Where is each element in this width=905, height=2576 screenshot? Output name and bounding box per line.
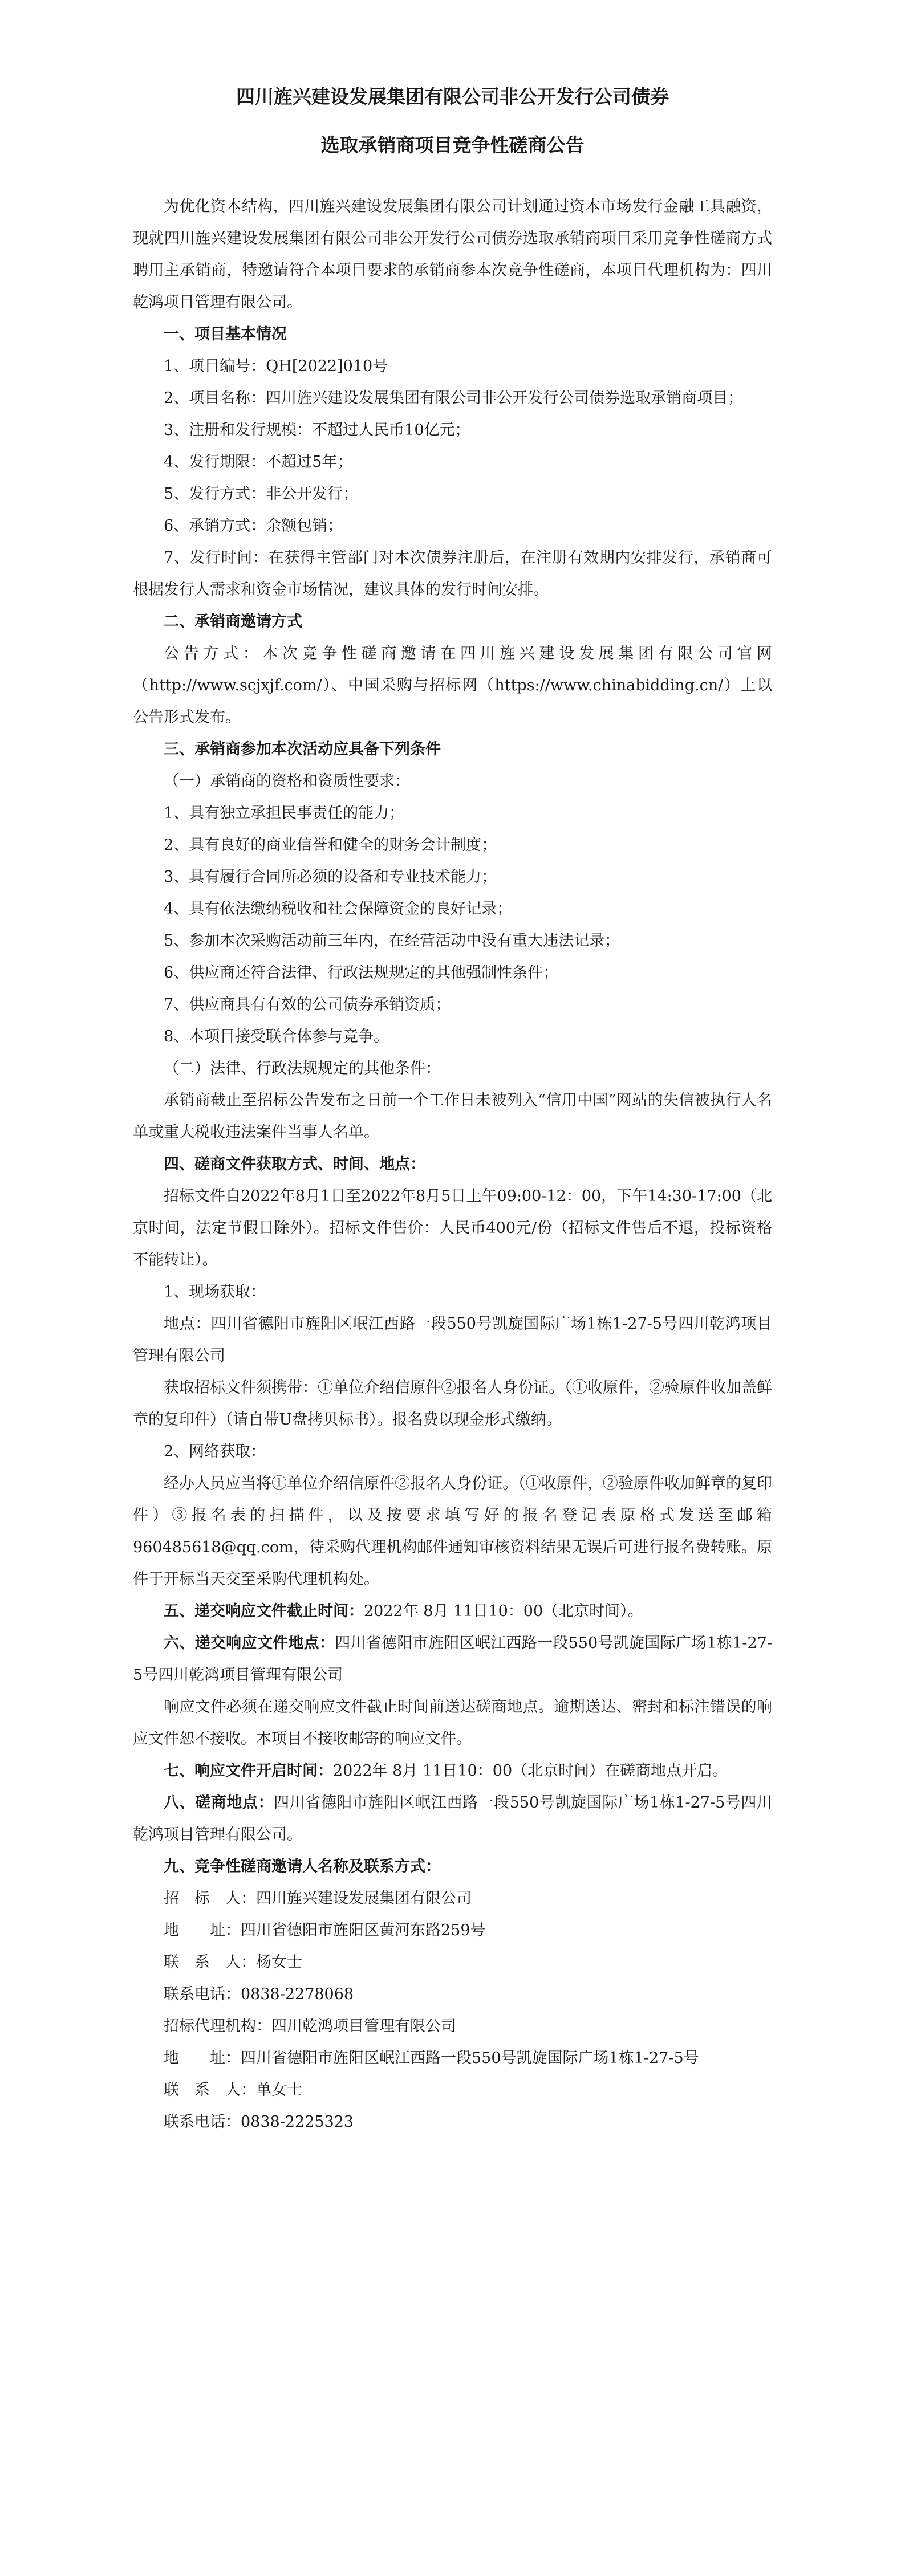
onsite-title: 1、现场获取： bbox=[164, 1283, 266, 1301]
project-number: 1、项目编号：QH[2022]010号 bbox=[164, 357, 388, 375]
other-conditions-subheading: （二）法律、行政法规规定的其他条件： bbox=[164, 1060, 441, 1077]
agency-address: 地 址：四川省德阳市旌阳区岷江西路一段550号凯旋国际广场1栋1-27-5号 bbox=[164, 2049, 699, 2067]
section-4-heading: 四、磋商文件获取方式、时间、地点： bbox=[164, 1155, 425, 1173]
consultation-location bbox=[133, 1787, 772, 1851]
qualification-item: 5、参加本次采购活动前三年内，在经营活动中没有重大违法记录； bbox=[164, 932, 620, 950]
issue-method: 5、发行方式：非公开发行； bbox=[164, 485, 359, 503]
title-line-2: 选取承销商项目竞争性磋商公告 bbox=[320, 134, 585, 156]
issue-scale: 3、注册和发行规模：不超过人民币10亿元； bbox=[164, 421, 470, 439]
qualification-item: 7、供应商具有有效的公司债券承销资质； bbox=[164, 996, 451, 1014]
submission-deadline-value: 2022年 8月 11日10：00（北京时间）。 bbox=[364, 1602, 643, 1620]
tenderer-address: 地 址：四川省德阳市旌阳区黄河东路259号 bbox=[164, 1922, 486, 1939]
submission-note: 响应文件必须在递交响应文件截止时间前送达磋商地点。逾期送达、密封和标注错误的响应文件恕不接收。本项目不接收邮寄的响应文件。 bbox=[133, 1698, 772, 1748]
qualification-item: 3、具有履行合同所必须的设备和专业技术能力； bbox=[164, 868, 497, 886]
tenderer: 招 标 人：四川旌兴建设发展集团有限公司 bbox=[164, 1890, 472, 1907]
qualification-item: 6、供应商还符合法律、行政法规规定的其他强制性条件； bbox=[164, 964, 559, 982]
qualification-item: 2、具有良好的商业信誉和健全的财务会计制度； bbox=[164, 836, 497, 854]
submission-deadline-label: 五、递交响应文件截止时间： bbox=[164, 1602, 364, 1620]
credit-condition: 承销商截止至招标公告发布之日前一个工作日未被列入“信用中国”网站的失信被执行人名单或重大税收违法案件当事人名单。 bbox=[133, 1092, 772, 1141]
qualification-subheading: （一）承销商的资格和资质性要求： bbox=[164, 772, 410, 790]
consultation-location-label: 八、磋商地点： bbox=[164, 1794, 274, 1812]
online-instructions: 经办人员应当将①单位介绍信原件②报名人身份证。（①收原件，②验原件收加鲜章的复印件）③报名表的扫描件，以及按要求填写好的报名登记表原格式发送至邮箱960485618@qq.com，待采购代理机构邮件通知审核资料结果无误后可进行报名费转账。原件于开标当天交至采购代理机构处。 bbox=[133, 1475, 772, 1588]
onsite-address: 地点：四川省德阳市旌阳区岷江西路一段550号凯旋国际广场1栋1-27-5号四川乾鸿项目管理有限公司 bbox=[133, 1315, 772, 1365]
agency-contact: 联 系 人：单女士 bbox=[164, 2081, 302, 2099]
section-9-heading: 九、竞争性磋商邀请人名称及联系方式： bbox=[164, 1858, 441, 1875]
submission-location-label: 六、递交响应文件地点： bbox=[164, 1634, 335, 1652]
announcement-method: 公告方式：本次竞争性磋商邀请在四川旌兴建设发展集团有限公司官网（http://www.scjxjf.com/）、中国采购与招标网（https://www.chinabidding.cn/）上以公告形式发布。 bbox=[133, 645, 772, 726]
agency: 招标代理机构：四川乾鸿项目管理有限公司 bbox=[164, 2017, 456, 2035]
submission-location bbox=[133, 1627, 772, 1691]
onsite-documents: 获取招标文件须携带：①单位介绍信原件②报名人身份证。（①收原件，②验原件收加盖鲜章的复印件）（请自带U盘拷贝标书）。报名费以现金形式缴纳。 bbox=[133, 1379, 772, 1429]
qualification-item: 4、具有依法缴纳税收和社会保障资金的良好记录； bbox=[164, 900, 513, 918]
opening-time-label: 七、响应文件开启时间： bbox=[164, 1762, 333, 1780]
opening-time-value: 2022年 8月 11日10：00（北京时间）在磋商地点开启。 bbox=[333, 1762, 728, 1780]
document-sale-time: 招标文件自2022年8月1日至2022年8月5日上午09:00-12：00，下午14:30-17:00（北京时间，法定节假日除外）。招标文件售价：人民币400元/份（招标文件售后不退，投标资格不能转让）。 bbox=[133, 1187, 772, 1269]
online-title: 2、网络获取： bbox=[164, 1443, 266, 1460]
qualification-item: 1、具有独立承担民事责任的能力； bbox=[164, 804, 405, 822]
opening-time bbox=[133, 1755, 772, 1787]
project-name: 2、项目名称：四川旌兴建设发展集团有限公司非公开发行公司债券选取承销商项目； bbox=[164, 389, 744, 407]
section-1-heading: 一、项目基本情况 bbox=[164, 325, 287, 343]
section-2-heading: 二、承销商邀请方式 bbox=[164, 613, 302, 630]
qualification-item: 8、本项目接受联合体参与竞争。 bbox=[164, 1028, 389, 1045]
submission-location-value: 四川省德阳市旌阳区岷江西路一段550号凯旋国际广场1栋1-27-5号四川乾鸿项目管理有限公司 bbox=[133, 1634, 773, 1684]
issue-term: 4、发行期限：不超过5年； bbox=[164, 453, 353, 471]
issue-time: 7、发行时间：在获得主管部门对本次债券注册后，在注册有效期内安排发行，承销商可根据发行人需求和资金市场情况，建议具体的发行时间安排。 bbox=[133, 549, 772, 599]
intro-paragraph: 为优化资本结构，四川旌兴建设发展集团有限公司计划通过资本市场发行金融工具融资，现就四川旌兴建设发展集团有限公司非公开发行公司债券选取承销商项目采用竞争性磋商方式聘用主承销商，特邀请符合本项目要求的承销商参本次竞争性磋商，本项目代理机构为：四川乾鸿项目管理有限公司。 bbox=[133, 198, 772, 311]
tenderer-phone: 联系电话：0838-2278068 bbox=[164, 1985, 354, 2003]
tenderer-contact: 联 系 人：杨女士 bbox=[164, 1954, 302, 1971]
submission-deadline bbox=[133, 1596, 772, 1627]
agency-phone: 联系电话：0838-2225323 bbox=[164, 2113, 354, 2131]
consultation-location-value: 四川省德阳市旌阳区岷江西路一段550号凯旋国际广场1栋1-27-5号四川乾鸿项目管理有限公司。 bbox=[133, 1794, 773, 1844]
title-line-1: 四川旌兴建设发展集团有限公司非公开发行公司债券 bbox=[236, 86, 669, 108]
section-3-heading: 三、承销商参加本次活动应具备下列条件 bbox=[164, 740, 441, 758]
underwriting-method: 6、承销方式：余额包销； bbox=[164, 517, 343, 535]
